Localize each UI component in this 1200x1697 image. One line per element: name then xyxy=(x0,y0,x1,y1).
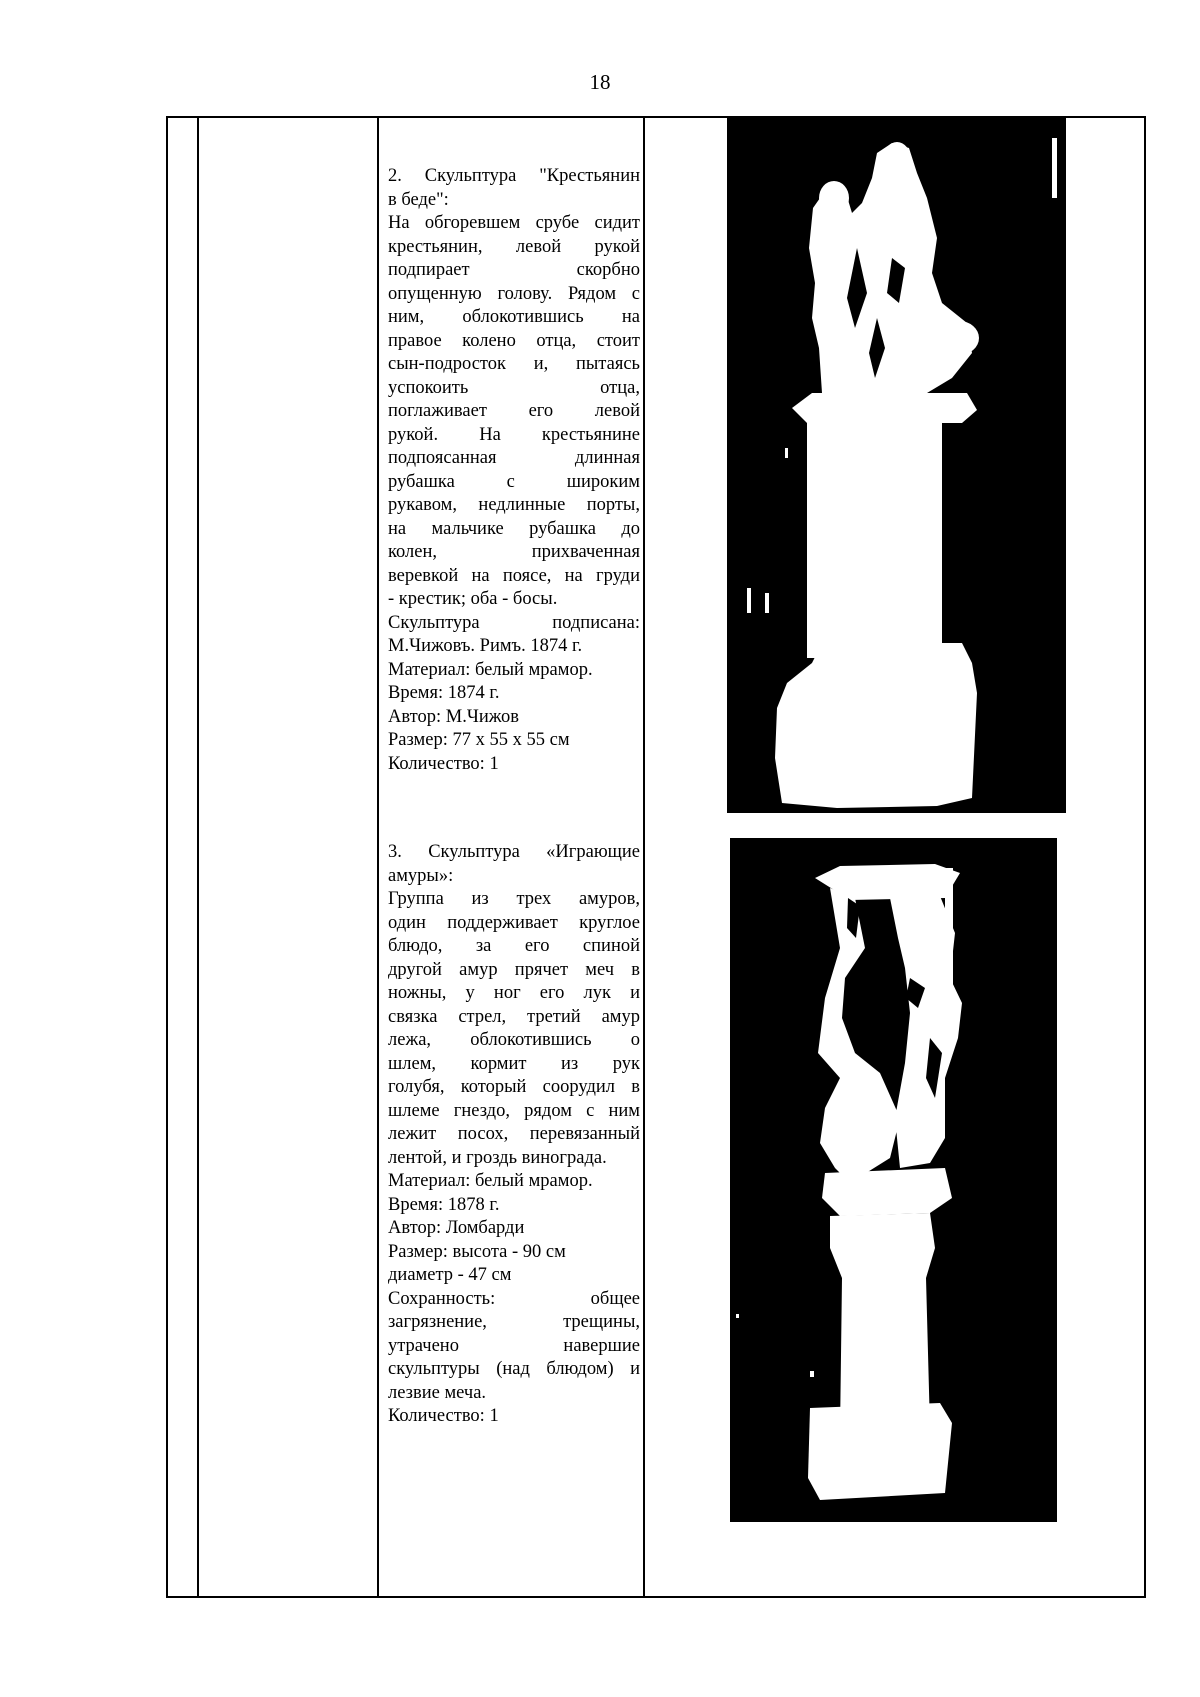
entry-line: шлеме гнездо, рядом с ним xyxy=(388,1100,640,1121)
entry-line: рукавом, недлинные порты, xyxy=(388,495,640,515)
entry-line: один поддерживает круглое xyxy=(388,912,640,933)
entry-line: рубашка с широким xyxy=(388,471,640,492)
column-divider-3 xyxy=(643,118,645,1596)
entry-line: загрязнение, трещины, xyxy=(388,1312,640,1332)
entry-line: утрачено навершие xyxy=(388,1335,640,1356)
entry-line: Размер: 77 х 55 х 55 см xyxy=(388,730,570,750)
entry-line: амуры»: xyxy=(388,865,454,886)
entry-line: 2. Скульптура "Крестьянин xyxy=(388,166,640,186)
entry-line: Размер: высота - 90 см xyxy=(388,1241,566,1262)
entry-line: М.Чижовъ. Римъ. 1874 г. xyxy=(388,636,583,656)
entry-line: рукой. На крестьянине xyxy=(388,424,640,445)
entry-line: веревкой на поясе, на груди xyxy=(388,565,640,586)
column-divider-2 xyxy=(377,118,379,1596)
entry-line: голубя, который соорудил в xyxy=(388,1077,640,1097)
entry-sculpture-cupids-description xyxy=(388,841,640,1429)
entry-line: правое колено отца, стоит xyxy=(388,330,640,351)
entry-line: Время: 1874 г. xyxy=(388,683,500,703)
entry-line: На обгоревшем срубе сидит xyxy=(388,213,640,233)
entry-line: Количество: 1 xyxy=(388,1406,499,1426)
entry-line: Материал: белый мрамор. xyxy=(388,659,593,680)
sculpture-peasant-photo xyxy=(727,118,1066,813)
page-number: 18 xyxy=(589,70,611,94)
inventory-table xyxy=(166,116,1146,1598)
entry-line: поглаживает его левой xyxy=(388,401,640,421)
entry-line: Скульптура подписана: xyxy=(388,612,640,633)
sculpture-peasant-image xyxy=(727,118,1066,813)
entry-line: шлем, кормит из рук xyxy=(388,1053,640,1074)
entry-line: Материал: белый мрамор. xyxy=(388,1171,593,1191)
entry-line: Время: 1878 г. xyxy=(388,1194,500,1215)
entry-line: подпирает скорбно xyxy=(388,260,640,280)
entry-line: опущенную голову. Рядом с xyxy=(388,283,640,304)
entry-line: на мальчике рубашка до xyxy=(388,518,640,539)
entry-line: лезвие меча. xyxy=(388,1382,487,1403)
entry-line: подпоясанная длинная xyxy=(388,448,640,468)
entry-line: связка стрел, третий амур xyxy=(388,1006,640,1027)
entry-line: Автор: М.Чижов xyxy=(388,706,520,727)
entry-line: крестьянин, левой рукой xyxy=(388,236,640,257)
sculpture-cupids-image xyxy=(730,838,1057,1522)
entry-line: лежа, облокотившись о xyxy=(388,1030,640,1050)
sculpture-cupids-photo xyxy=(730,838,1057,1522)
entry-sculpture-peasant-description xyxy=(388,165,640,776)
entry-line: лентой, и гроздь винограда. xyxy=(388,1147,607,1168)
entry-line: Группа из трех амуров, xyxy=(388,889,640,909)
entry-line: в беде": xyxy=(388,189,449,210)
entry-line: Количество: 1 xyxy=(388,753,499,774)
entry-line: блюдо, за его спиной xyxy=(388,936,640,956)
entry-line: диаметр - 47 см xyxy=(388,1265,512,1285)
entry-line: колен, прихваченная xyxy=(388,542,640,562)
column-divider-1 xyxy=(197,118,199,1596)
entry-line: - крестик; оба - босы. xyxy=(388,589,558,609)
entry-line: Автор: Ломбарди xyxy=(388,1218,525,1238)
entry-line: скульптуры (над блюдом) и xyxy=(388,1359,640,1379)
entry-line: 3. Скульптура «Играющие xyxy=(388,842,640,862)
entry-line: другой амур прячет меч в xyxy=(388,959,640,980)
entry-line: лежит посох, перевязанный xyxy=(388,1124,640,1144)
entry-line: Сохранность: общее xyxy=(388,1288,640,1309)
entry-line: ним, облокотившись на xyxy=(388,307,640,327)
entry-line: ножны, у ног его лук и xyxy=(388,983,640,1003)
entry-line: успокоить отца, xyxy=(388,377,640,398)
entry-line: сын-подросток и, пытаясь xyxy=(388,354,640,374)
